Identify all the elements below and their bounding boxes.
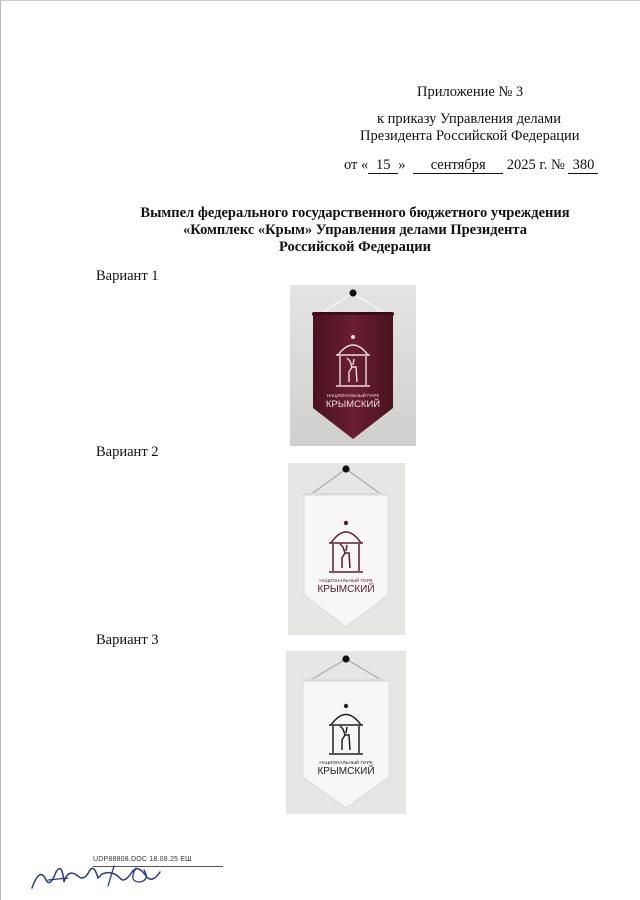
date-prefix: от « bbox=[344, 157, 369, 173]
date-mid: » bbox=[398, 157, 406, 173]
pennant-hook bbox=[342, 655, 349, 662]
date-year: 2025 г. № bbox=[506, 157, 565, 173]
appendix-number: Приложение № 3 bbox=[417, 84, 524, 100]
pennant-photo-variant-1 bbox=[290, 285, 416, 446]
logo-small-text: НАЦИОНАЛЬНЫЙ ПАРК bbox=[319, 578, 373, 583]
order-reference-line2: Президента Российской Федерации bbox=[360, 128, 580, 144]
variant-3-label: Вариант 3 bbox=[96, 632, 159, 648]
title-line3: Российской Федерации bbox=[278, 239, 431, 255]
title-line2: «Комплекс «Крым» Управления делами Президента bbox=[183, 222, 527, 238]
logo-small-text: НАЦИОНАЛЬНЫЙ ПАРК bbox=[319, 760, 373, 765]
variant-1-label: Вариант 1 bbox=[96, 268, 159, 284]
pennant-photo-variant-2 bbox=[288, 463, 405, 635]
order-number: 380 bbox=[568, 158, 598, 174]
logo-big-text: КРЫМСКИЙ bbox=[317, 766, 375, 777]
date-month: сентября bbox=[413, 158, 503, 174]
order-date-line bbox=[344, 157, 598, 174]
signature bbox=[28, 858, 188, 899]
logo-big-text: КРЫМСКИЙ bbox=[325, 399, 381, 410]
logo-small-text: НАЦИОНАЛЬНЫЙ ПАРК bbox=[326, 393, 380, 398]
pennant-hook bbox=[342, 465, 349, 472]
title-line1: Вымпел федерального государственного бюджетного учреждения bbox=[140, 205, 570, 221]
date-day: 15 bbox=[368, 158, 398, 174]
order-reference-line1: к приказу Управления делами bbox=[377, 111, 561, 127]
document-code: UDP88808.DOC 18.08.25 ЕШ bbox=[93, 856, 192, 863]
pennant-hook bbox=[349, 289, 356, 296]
pennant-photo-variant-3 bbox=[286, 651, 406, 814]
logo-big-text: КРЫМСКИЙ bbox=[317, 584, 375, 595]
variant-2-label: Вариант 2 bbox=[96, 444, 159, 460]
document-title bbox=[95, 205, 615, 256]
